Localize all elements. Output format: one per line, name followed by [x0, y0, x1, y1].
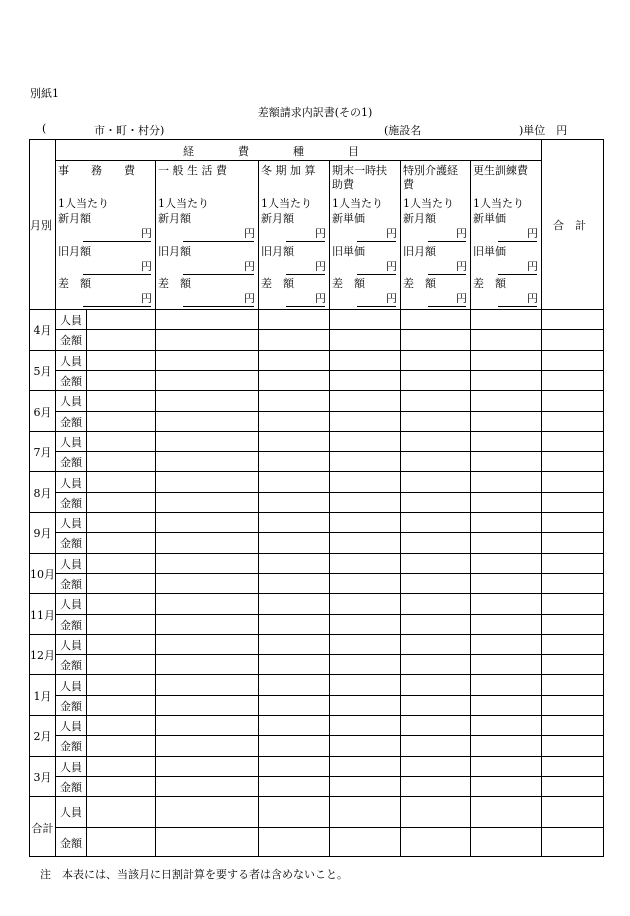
- old-amount-label: 旧月額: [403, 245, 436, 258]
- amount-row-label: 金額: [60, 659, 82, 673]
- new-amount-label: 新月額: [403, 212, 436, 225]
- month-label: 2月: [33, 730, 52, 744]
- row-divider: [56, 370, 604, 371]
- new-amount-label: 新月額: [158, 212, 191, 225]
- new-amount-label: 新月額: [58, 212, 91, 225]
- new-yen-unit: 円: [386, 227, 397, 240]
- month-label: 合計: [31, 821, 54, 835]
- expense-group-header: 経 費 種 目: [183, 145, 359, 158]
- column-name-cont: 助費: [332, 178, 354, 191]
- diff-amount-label: 差 額: [332, 277, 365, 290]
- new-amount-label: 新単価: [332, 212, 365, 225]
- month-divider: [29, 756, 604, 757]
- amount-row-label: 金額: [60, 699, 82, 713]
- amount-row-label: 金額: [60, 375, 82, 389]
- month-divider: [29, 553, 604, 554]
- month-divider: [29, 431, 604, 432]
- new-yen-unit: 円: [527, 227, 538, 240]
- persons-row-label: 人員: [60, 517, 82, 531]
- persons-row-label: 人員: [60, 314, 82, 328]
- diff-amount-underline: [83, 306, 151, 307]
- diff-amount-label: 差 額: [473, 277, 506, 290]
- new-amount-underline: [83, 241, 151, 242]
- old-yen-unit: 円: [141, 260, 152, 273]
- row-divider: [56, 329, 604, 330]
- diff-amount-underline: [286, 306, 325, 307]
- old-yen-unit: 円: [315, 260, 326, 273]
- old-amount-underline: [498, 274, 537, 275]
- row-divider: [56, 614, 604, 615]
- column-name: 特別介護経: [403, 164, 458, 177]
- old-amount-underline: [183, 274, 254, 275]
- persons-row-label: 人員: [60, 806, 82, 820]
- diff-yen-unit: 円: [141, 292, 152, 305]
- month-label: 5月: [33, 364, 52, 378]
- old-amount-underline: [83, 274, 151, 275]
- diff-amount-label: 差 額: [403, 277, 436, 290]
- amount-row-label: 金額: [60, 496, 82, 510]
- per-person-label: 1人当たり: [403, 197, 454, 210]
- per-person-label: 1人当たり: [261, 197, 312, 210]
- footnote: 注 本表には、当該月に日割計算を要する者は含めないこと。: [40, 868, 348, 881]
- month-label: 6月: [33, 405, 52, 419]
- diff-amount-underline: [428, 306, 466, 307]
- row-divider: [56, 735, 604, 736]
- column-name: 期末一時扶: [332, 164, 387, 177]
- new-amount-underline: [498, 241, 537, 242]
- old-amount-underline: [428, 274, 466, 275]
- row-divider: [56, 451, 604, 452]
- diff-amount-underline: [357, 306, 396, 307]
- month-label: 10月: [30, 567, 55, 581]
- row-divider: [56, 776, 604, 777]
- per-person-label: 1人当たり: [332, 197, 383, 210]
- city-label: 市・町・村分): [94, 124, 165, 137]
- old-amount-label: 旧月額: [58, 245, 91, 258]
- month-divider: [29, 593, 604, 594]
- old-yen-unit: 円: [386, 260, 397, 273]
- document-label: 別紙1: [30, 87, 59, 100]
- row-divider: [56, 492, 604, 493]
- month-label: 3月: [33, 770, 52, 784]
- month-divider: [29, 634, 604, 635]
- month-label: 4月: [33, 324, 52, 338]
- amount-row-label: 金額: [60, 836, 82, 850]
- new-amount-underline: [183, 241, 254, 242]
- column-name-cont: 費: [403, 178, 414, 191]
- amount-row-label: 金額: [60, 537, 82, 551]
- diff-yen-unit: 円: [456, 292, 467, 305]
- old-amount-label: 旧月額: [158, 245, 191, 258]
- new-amount-underline: [357, 241, 396, 242]
- diff-amount-underline: [183, 306, 254, 307]
- row-divider: [56, 573, 604, 574]
- new-amount-label: 新月額: [261, 212, 294, 225]
- new-amount-underline: [428, 241, 466, 242]
- month-divider: [29, 674, 604, 675]
- persons-row-label: 人員: [60, 354, 82, 368]
- per-person-label: 1人当たり: [473, 197, 524, 210]
- old-amount-underline: [286, 274, 325, 275]
- new-yen-unit: 円: [456, 227, 467, 240]
- month-header: 月別: [30, 219, 52, 232]
- persons-row-label: 人員: [60, 395, 82, 409]
- persons-row-label: 人員: [60, 638, 82, 652]
- row-divider: [56, 695, 604, 696]
- persons-row-label: 人員: [60, 679, 82, 693]
- row-divider: [56, 654, 604, 655]
- new-amount-label: 新単価: [473, 212, 506, 225]
- column-name: 一 般 生 活 費: [158, 164, 227, 177]
- month-divider: [29, 796, 604, 797]
- month-label: 12月: [30, 649, 55, 663]
- facility-label: (施設名: [384, 124, 422, 137]
- diff-amount-label: 差 額: [158, 277, 191, 290]
- column-name: 更生訓練費: [473, 164, 528, 177]
- old-amount-label: 旧単価: [473, 245, 506, 258]
- column-name: 事 務 費: [58, 164, 135, 177]
- old-amount-label: 旧単価: [332, 245, 365, 258]
- persons-row-label: 人員: [60, 557, 82, 571]
- breakdown-table: [29, 139, 604, 857]
- diff-yen-unit: 円: [527, 292, 538, 305]
- old-yen-unit: 円: [527, 260, 538, 273]
- month-divider: [29, 471, 604, 472]
- month-divider: [29, 512, 604, 513]
- new-yen-unit: 円: [315, 227, 326, 240]
- diff-yen-unit: 円: [315, 292, 326, 305]
- month-label: 9月: [33, 527, 52, 541]
- table-border: [29, 139, 604, 857]
- old-amount-underline: [357, 274, 396, 275]
- new-yen-unit: 円: [244, 227, 255, 240]
- amount-row-label: 金額: [60, 456, 82, 470]
- persons-row-label: 人員: [60, 760, 82, 774]
- month-label: 1月: [33, 689, 52, 703]
- old-yen-unit: 円: [456, 260, 467, 273]
- persons-row-label: 人員: [60, 476, 82, 490]
- amount-row-label: 金額: [60, 334, 82, 348]
- city-paren-open: (: [42, 122, 47, 135]
- document-title: 差額請求内訳書(その1): [257, 106, 373, 119]
- amount-row-label: 金額: [60, 578, 82, 592]
- column-name: 冬 期 加 算: [261, 164, 316, 177]
- row-divider: [56, 827, 604, 828]
- amount-row-label: 金額: [60, 781, 82, 795]
- diff-amount-label: 差 額: [261, 277, 294, 290]
- diff-amount-underline: [498, 306, 537, 307]
- month-divider: [29, 350, 604, 351]
- month-label: 11月: [30, 608, 55, 622]
- month-label: 7月: [33, 446, 52, 460]
- unit-label: )単位 円: [519, 124, 568, 137]
- row-divider: [56, 411, 604, 412]
- persons-row-label: 人員: [60, 598, 82, 612]
- persons-row-label: 人員: [60, 720, 82, 734]
- month-divider: [29, 390, 604, 391]
- diff-yen-unit: 円: [386, 292, 397, 305]
- old-amount-label: 旧月額: [261, 245, 294, 258]
- diff-amount-label: 差 額: [58, 277, 91, 290]
- per-person-label: 1人当たり: [58, 197, 109, 210]
- amount-row-label: 金額: [60, 740, 82, 754]
- total-header: 合 計: [553, 219, 586, 232]
- row-divider: [56, 532, 604, 533]
- persons-row-label: 人員: [60, 435, 82, 449]
- new-amount-underline: [286, 241, 325, 242]
- diff-yen-unit: 円: [244, 292, 255, 305]
- amount-row-label: 金額: [60, 415, 82, 429]
- month-label: 8月: [33, 486, 52, 500]
- month-divider: [29, 715, 604, 716]
- per-person-label: 1人当たり: [158, 197, 209, 210]
- new-yen-unit: 円: [141, 227, 152, 240]
- old-yen-unit: 円: [244, 260, 255, 273]
- amount-row-label: 金額: [60, 618, 82, 632]
